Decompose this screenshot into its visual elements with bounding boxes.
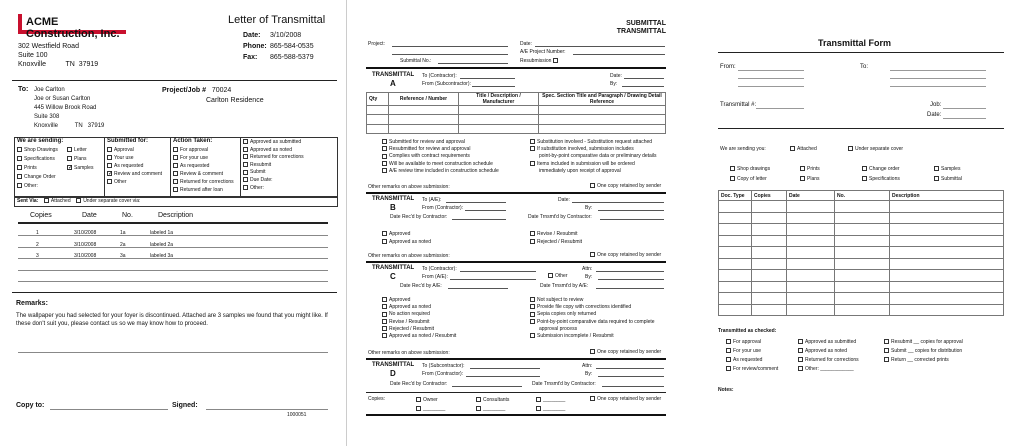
checkbox[interactable] bbox=[476, 397, 481, 402]
checkbox[interactable] bbox=[726, 366, 731, 371]
col-description: Description bbox=[158, 212, 194, 219]
checkbox[interactable] bbox=[798, 339, 803, 344]
section-a-right-checks: Substitution involved - Substitution request attached If substitution involved, submission includes point-by-point comparative data or preliminary details Items included in submission will be ordered immediately upon receipt of approval bbox=[530, 139, 657, 175]
col-copies: Copies bbox=[30, 212, 52, 219]
checkbox[interactable] bbox=[243, 139, 248, 144]
checkbox[interactable] bbox=[590, 349, 595, 354]
checkbox[interactable] bbox=[76, 198, 81, 203]
checkbox[interactable] bbox=[382, 168, 387, 173]
checkbox[interactable] bbox=[243, 185, 248, 190]
checkbox[interactable] bbox=[243, 154, 248, 159]
checkbox[interactable] bbox=[382, 312, 387, 317]
checkbox[interactable] bbox=[17, 183, 22, 188]
checkbox[interactable] bbox=[862, 176, 867, 181]
checkbox[interactable] bbox=[798, 366, 803, 371]
checkbox-checked[interactable] bbox=[107, 171, 112, 176]
checkbox[interactable] bbox=[530, 312, 535, 317]
checkbox[interactable] bbox=[530, 319, 535, 324]
checkbox[interactable] bbox=[67, 147, 72, 152]
checkbox[interactable] bbox=[730, 166, 735, 171]
checkbox[interactable] bbox=[382, 326, 387, 331]
remarks-text: The wallpaper you had selected for your foyer is discontinued. Attached are 3 samples we found that you might like. If these don't suit you, please contact us so we may know how to proceed. bbox=[16, 313, 328, 327]
checkbox[interactable] bbox=[884, 339, 889, 344]
checkbox[interactable] bbox=[530, 146, 535, 151]
checkbox[interactable] bbox=[530, 139, 535, 144]
checkbox[interactable] bbox=[173, 179, 178, 184]
checkbox[interactable] bbox=[382, 154, 387, 159]
checkbox[interactable] bbox=[17, 165, 22, 170]
checkbox[interactable] bbox=[726, 348, 731, 353]
sent-via: Sent Via: Attached Under separate cover via: bbox=[17, 198, 141, 204]
checkbox[interactable] bbox=[382, 333, 387, 338]
checkbox[interactable] bbox=[726, 339, 731, 344]
checkbox[interactable] bbox=[530, 333, 535, 338]
letter-of-transmittal-form: ACME Construction, Inc. Letter of Transmittal 302 Westfield Road Suite 100 Knoxville TN 37919 Date: 3/10/2008 Phone: 865-584-0535 Fax: 865-588-5379 To: Joe Carlton Joe or Susan Carlton 445 Willow Brook Road Suite 308 Knoxville TN 37919 Project/Job # 70024 Carlton Residence We are sending: Shop Drawings Letter Specifications Plans Prints✓ Samples Change Order Other: Submitted for: Approval Your use As requested ✓Review and comment Other Action Taken: For approval For your use As requested Review & comment Returned for corrections Returned after loan Approved as submitted Approved as noted Returned for corrections Resubmit Submit Due Date: Other: Sent Via: Attached Under separate cover via: Copies Date No. Description 1 2 3 3/10/2008 3/10/2008 3/10/2008 1a 2a 3a labeled 1a labeled 2a labeled 3a Remarks: The wallpaper you had selected for your foyer is discontinued. Attached are 3 samples we found that you might like. If these don't suit you, please contact us so we may know how to proceed. Copy to: Signed: 1000051 bbox=[0, 0, 347, 446]
checkbox[interactable] bbox=[44, 198, 49, 203]
signed-label: Signed: bbox=[172, 402, 198, 409]
checkbox[interactable] bbox=[536, 397, 541, 402]
checkbox[interactable] bbox=[382, 146, 387, 151]
checkbox[interactable] bbox=[730, 176, 735, 181]
items-table: Doc. Type Copies Date No. Description bbox=[718, 190, 1004, 316]
checkbox[interactable] bbox=[416, 397, 421, 402]
to-label: To: bbox=[18, 86, 29, 93]
checkbox[interactable] bbox=[553, 58, 558, 63]
table-row: 1 2 3 bbox=[36, 230, 39, 259]
copy-to-label: Copy to: bbox=[16, 402, 45, 409]
col-date: Date bbox=[82, 212, 97, 219]
checkbox[interactable] bbox=[243, 170, 248, 175]
section-a-title: TRANSMITTAL bbox=[372, 72, 415, 78]
checkbox[interactable] bbox=[382, 304, 387, 309]
company-contact: Date: 3/10/2008 Phone: 865-584-0535 Fax: 865-588-5379 bbox=[243, 32, 314, 61]
transmittal-form: Transmittal Form From: To: Transmittal #: Job: Date: We are sending you: Attached Under separate cover Shop drawings Copy of letter Prints Plans Change order Specifications Samples Submittal Doc. Type Copies Date No. Description Transmitted as checked: For approval For your use As requested For review/comment Approved as submitted Approved as noted Returned for corrections Other: ____________ Resubmit __ copies for approval Submit __ copies for distribution Return __ corrected prints Notes: bbox=[700, 0, 1024, 446]
project-info: Project/Job # 70024 Carlton Residence bbox=[162, 87, 264, 104]
checkbox[interactable] bbox=[884, 357, 889, 362]
checkbox[interactable] bbox=[107, 163, 112, 168]
checkbox[interactable] bbox=[476, 406, 481, 411]
checkbox[interactable] bbox=[800, 176, 805, 181]
checkbox[interactable] bbox=[107, 147, 112, 152]
checkbox[interactable] bbox=[173, 155, 178, 160]
checkbox[interactable] bbox=[173, 147, 178, 152]
checkbox[interactable] bbox=[530, 231, 535, 236]
checkbox[interactable] bbox=[107, 179, 112, 184]
checkbox[interactable] bbox=[243, 162, 248, 167]
section-c-title: TRANSMITTAL bbox=[372, 265, 415, 271]
form-title: SUBMITTAL TRANSMITTAL bbox=[616, 20, 666, 35]
checkbox[interactable] bbox=[800, 166, 805, 171]
company-logo bbox=[18, 14, 126, 40]
checkbox[interactable] bbox=[798, 348, 803, 353]
checkbox[interactable] bbox=[590, 183, 595, 188]
company-address: 302 Westfield Road Suite 100 Knoxville TN 37919 bbox=[18, 43, 99, 68]
checkbox[interactable] bbox=[173, 187, 178, 192]
action-checklist-2: Approved as submitted Approved as noted Returned for corrections Resubmit Submit Due Date: Other: bbox=[243, 139, 304, 192]
checkbox-checked[interactable] bbox=[67, 165, 72, 170]
checkbox[interactable] bbox=[934, 176, 939, 181]
form-title: Letter of Transmittal bbox=[228, 14, 326, 26]
submittal-transmittal-form: SUBMITTAL TRANSMITTAL Project: Date: A/E Project Number: Submittal No.: Resubmission TRANSMITTAL A To (Contractor): From (Subcontractor): Date: By: Qty Reference / Number Title / Description / Manufacturer Spec. Section Title and Paragraph / Drawing Detail Reference Submitted for review and approval Resubmitted for review and approval Complies with contract requirements Will be available to meet construction schedule A/E review time included in construction schedule Substitution involved - Substitution request attached If substitution involved, submission includes point-by-point comparative data or preliminary details Items included in submission will be ordered immediately upon receipt of approval Other remarks on above submission: One copy retained by sender TRANSMITTAL B To (A/E): From (Contractor): Date: By: Date Rec'd by Contractor: Date Trnsmt'd by Contractor: Approved Approved as noted Revise / Resubmit Rejected / Resubmit Other remarks on above submission: One copy retained by sender TRANSMITTAL C To (Contractor): From (A/E): Other Attn: By: Date Rec'd by A/E: Date Trnsmt'd by A/E: Approved Approved as noted No action required Revise / Resubmit Rejected / Resubmit Approved as noted / Resubmit Not subject to review Provide file copy with corrections identified Sepia copies only returned Point-by-point comparative data required to complete approval process Submission incomplete / Resubmit Other remarks on above submission: One copy retained by sender TRANSMITTAL D To (Subcontractor): From (Contractor): Attn: By: Date Rec'd by Contractor: Date Trnsmt'd by Contractor: Copies: Owner ________ Consultants ________ ________ ________ One copy retained by sender bbox=[360, 0, 680, 446]
action-checklist: For approval For your use As requested Review & comment Returned for corrections Returned after loan bbox=[173, 146, 234, 194]
checkbox[interactable] bbox=[798, 357, 803, 362]
checkbox[interactable] bbox=[17, 147, 22, 152]
notes-label: Notes: bbox=[718, 387, 734, 393]
checkbox[interactable] bbox=[107, 155, 112, 160]
checkbox[interactable] bbox=[530, 304, 535, 309]
recipient-address: Joe Carlton Joe or Susan Carlton 445 Willow Brook Road Suite 308 Knoxville TN 37919 bbox=[34, 87, 105, 129]
checkbox[interactable] bbox=[173, 163, 178, 168]
checkbox[interactable] bbox=[726, 357, 731, 362]
checkbox[interactable] bbox=[530, 297, 535, 302]
form-number: 1000051 bbox=[287, 412, 307, 418]
checkbox[interactable] bbox=[530, 161, 535, 166]
checkbox[interactable] bbox=[243, 177, 248, 182]
company-name: ACME Construction, Inc. bbox=[26, 16, 120, 40]
checkbox[interactable] bbox=[173, 171, 178, 176]
checkbox[interactable] bbox=[590, 252, 595, 257]
checkbox[interactable] bbox=[416, 406, 421, 411]
checkbox[interactable] bbox=[790, 146, 795, 151]
checkbox[interactable] bbox=[382, 231, 387, 236]
section-d-title: TRANSMITTAL bbox=[372, 362, 415, 368]
checkbox[interactable] bbox=[536, 406, 541, 411]
checkbox[interactable] bbox=[848, 146, 853, 151]
checkbox[interactable] bbox=[884, 348, 889, 353]
checkbox[interactable] bbox=[382, 319, 387, 324]
checkbox[interactable] bbox=[590, 396, 595, 401]
checkbox[interactable] bbox=[382, 239, 387, 244]
col-no: No. bbox=[122, 212, 133, 219]
checkbox[interactable] bbox=[530, 239, 535, 244]
section-b-title: TRANSMITTAL bbox=[372, 196, 415, 202]
sending-checklist: Shop Drawings Letter Specifications Plans Prints✓ Samples Change Order Other: bbox=[17, 146, 103, 191]
section-a-left-checks: Submitted for review and approval Resubmitted for review and approval Complies with contract requirements Will be available to meet construction schedule A/E review time included in construction schedule bbox=[382, 139, 499, 175]
checkbox[interactable] bbox=[382, 161, 387, 166]
checkbox[interactable] bbox=[67, 156, 72, 161]
checkbox[interactable] bbox=[17, 174, 22, 179]
checkbox[interactable] bbox=[548, 273, 553, 278]
form-title: Transmittal Form bbox=[818, 38, 892, 48]
checkbox[interactable] bbox=[17, 156, 22, 161]
checkbox[interactable] bbox=[934, 166, 939, 171]
submitted-checklist: Approval Your use As requested ✓Review and comment Other bbox=[107, 146, 162, 186]
checkbox[interactable] bbox=[382, 139, 387, 144]
checkbox[interactable] bbox=[862, 166, 867, 171]
checkbox[interactable] bbox=[382, 297, 387, 302]
submittal-items-table: Qty Reference / Number Title / Description / Manufacturer Spec. Section Title and Paragraph / Drawing Detail Reference bbox=[366, 92, 666, 134]
checkbox[interactable] bbox=[243, 147, 248, 152]
remarks-label: Remarks: bbox=[16, 300, 48, 307]
